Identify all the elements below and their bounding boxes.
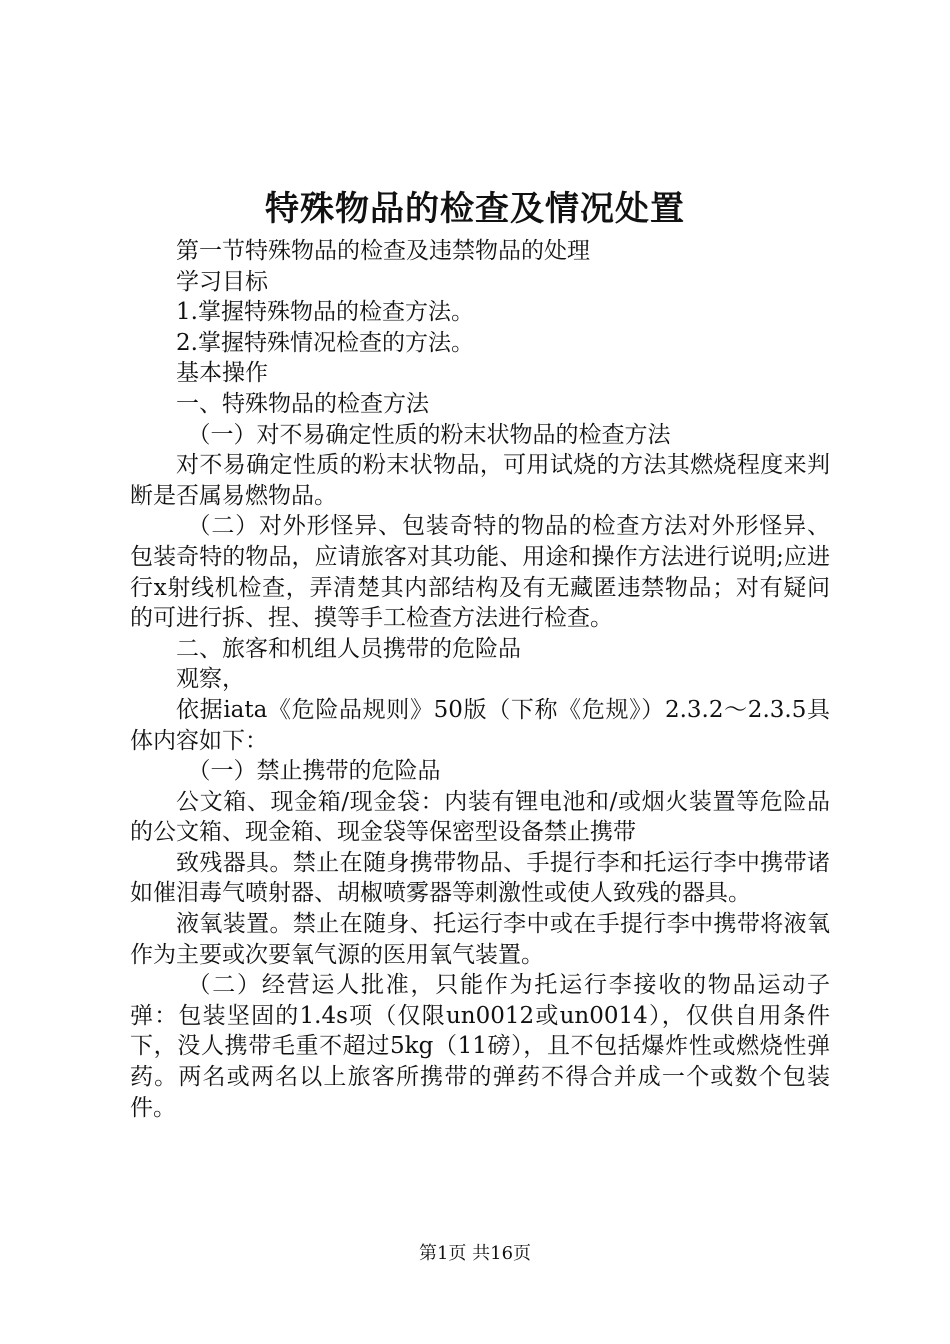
document-body (130, 236, 830, 1123)
section-heading: 第一节特殊物品的检查及违禁物品的处理 (176, 238, 590, 264)
subheading: 二、旅客和机组人员携带的危险品 (176, 635, 521, 662)
document-title: 特殊物品的检查及情况处置 (265, 189, 685, 229)
subheading: 学习目标 (176, 268, 268, 295)
subheading: 一、特殊物品的检查方法 (176, 390, 429, 417)
paragraph: 致残器具。禁止在随身携带物品、手提行李和托运行李中携带诸如催泪毒气喷射器、胡椒喷雾器等刺激性或使人致残的器具。 (130, 849, 830, 907)
subheading: （一）对不易确定性质的粉末状物品的检查方法 (187, 421, 671, 448)
paragraph: 液氧装置。禁止在随身、托运行李中或在手提行李中携带将液氧作为主要或次要氧气源的医用氧气装置。 (130, 911, 830, 968)
paragraph: 对不易确定性质的粉末状物品，可用试烧的方法其燃烧程度来判断是否属易燃物品。 (130, 452, 830, 509)
list-item: 1.掌握特殊物品的检查方法。 (176, 299, 474, 326)
paragraph: （二）经营运人批准，只能作为托运行李接收的物品运动子弹：包装坚固的1.4s项（仅限un0012或un0014），仅供自用条件下，没人携带毛重不超过5kg（11磅），且不包括爆炸性或燃烧性弹药。两名或两名以上旅客所携带的弹药不得合并成一个或数个包装件。 (130, 972, 830, 1121)
paragraph: 依据iata《危险品规则》50版（下称《危规》）2.3.2～2.3.5具体内容如下： (130, 696, 830, 754)
subheading: 基本操作 (176, 360, 268, 387)
paragraph: 观察， (176, 666, 245, 693)
subheading: （一）禁止携带的危险品 (187, 758, 441, 785)
paragraph: （二）对外形怪异、包装奇特的物品的检查方法对外形怪异、包装奇特的物品，应请旅客对其功能、用途和操作方法进行说明;应进行x射线机检查，弄清楚其内部结构及有无藏匿违禁物品；对有疑问的可进行拆、捏、摸等手工检查方法进行检查。 (130, 513, 830, 632)
paragraph: 公文箱、现金箱/现金袋：内装有锂电池和/或烟火装置等危险品的公文箱、现金箱、现金袋等保密型设备禁止携带 (130, 788, 830, 846)
page-number: 第1页 共16页 (418, 1243, 532, 1264)
list-item: 2.掌握特殊情况检查的方法。 (176, 329, 474, 356)
